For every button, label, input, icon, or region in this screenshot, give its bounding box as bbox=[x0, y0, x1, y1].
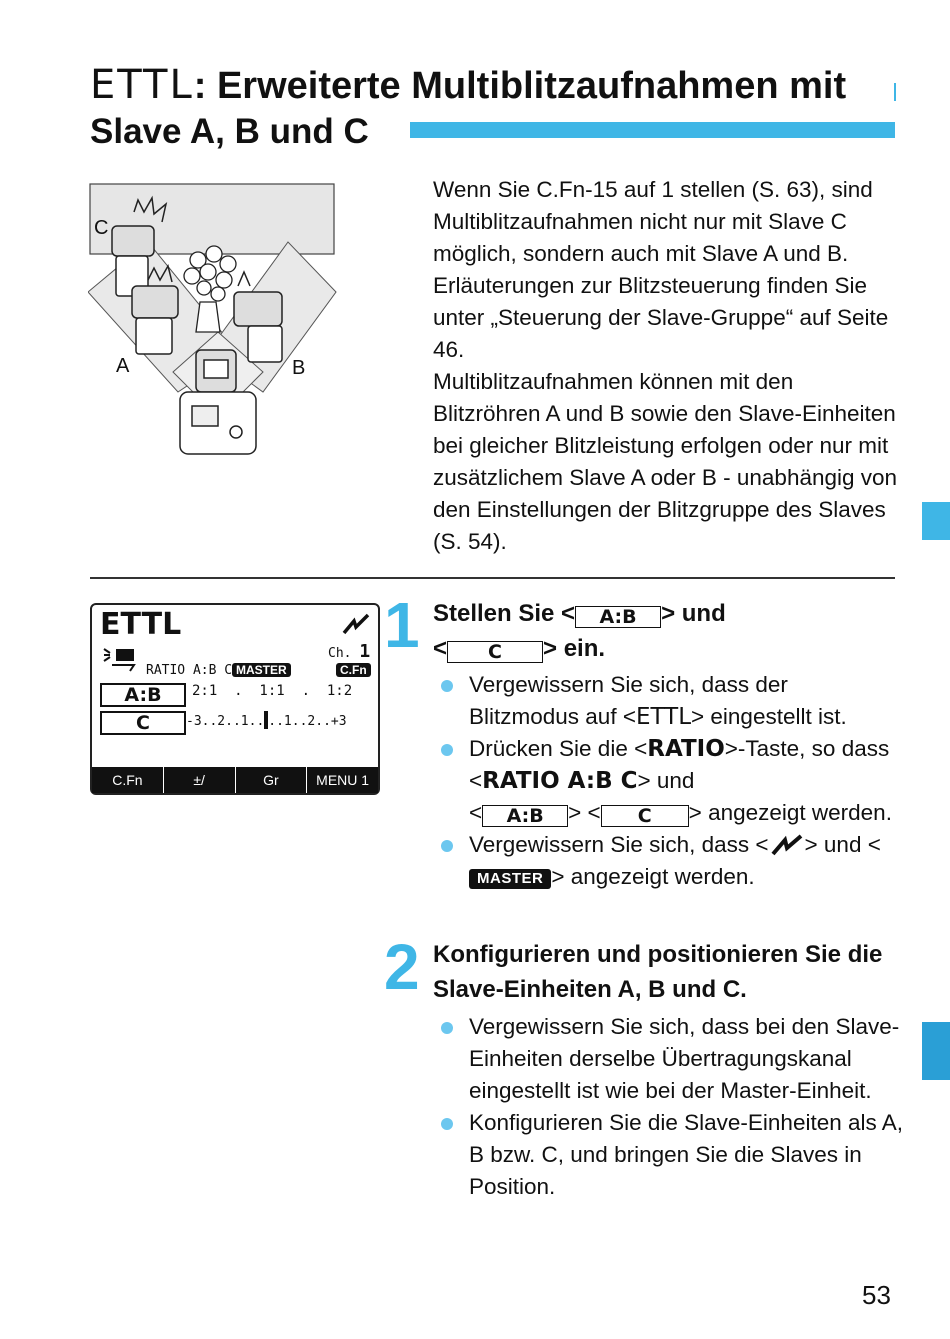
label-c: C bbox=[94, 217, 109, 239]
page-subtitle: Slave A, B und C bbox=[90, 112, 369, 151]
step-1-bullets bbox=[433, 669, 903, 893]
chapter-tab-active bbox=[922, 1022, 950, 1080]
lcd-fec-scale bbox=[186, 711, 347, 729]
intro-text bbox=[433, 174, 903, 558]
step-2-bullet-2: Konfigurieren Sie die Slave-Einheiten als A, B bzw. C, und bringen Sie die Slaves in Position. bbox=[433, 1107, 903, 1203]
lcd-ratio-scale: 2:1 . 1:1 . 1:2 bbox=[192, 683, 353, 699]
step-1-bullet-3: Vergewissern Sie sich, dass < > und <MASTER > angezeigt werden. bbox=[433, 829, 903, 893]
step-1-bullet-2: Drücken Sie die <RATIO>-Taste, so dass <RATIO A:B C> und < A:B > < C > angezeigt werden. bbox=[433, 733, 903, 829]
master-inline-badge: MASTER bbox=[469, 869, 551, 889]
softkey-fec[interactable]: ±/ bbox=[164, 767, 236, 793]
ettl-inline-label: ETTL bbox=[635, 704, 692, 730]
step-1-head-line2-suffix: > ein. bbox=[543, 635, 606, 662]
softkey-menu[interactable]: MENU 1 bbox=[316, 772, 370, 788]
box-c-label: C bbox=[447, 641, 543, 663]
step-1-head-prefix: Stellen Sie < bbox=[433, 600, 576, 627]
lcd-ratio-text: RATIO A:B C bbox=[146, 663, 233, 678]
lcd-panel bbox=[90, 603, 380, 795]
intro-paragraph-1: Wenn Sie C.Fn-15 auf 1 stellen (S. 63), sind Multiblitzaufnahmen nicht nur mit Slave C möglich, sondern auch mit Slave A und B. Erläuterungen zur Blitzsteuerung finden Sie unter „Steuerung der Slave-Gruppe“ auf Seite 46. bbox=[433, 177, 889, 362]
softkey-group[interactable]: Gr bbox=[236, 767, 308, 793]
title-mode-label: ETTL bbox=[90, 62, 194, 108]
lcd-group-c: C bbox=[100, 711, 186, 735]
box-ab-inline: A:B bbox=[482, 805, 568, 827]
label-a: A bbox=[116, 355, 130, 377]
label-b: B bbox=[292, 357, 306, 379]
ratio-key-label: RATIO bbox=[647, 736, 725, 762]
lcd-fec-scale-right: ..1..2..+3 bbox=[268, 714, 347, 729]
title-accent-bar bbox=[410, 122, 895, 138]
chapter-tab bbox=[922, 502, 950, 540]
lcd-channel-label: Ch. bbox=[328, 646, 352, 661]
lcd-cfn-badge: C.Fn bbox=[336, 663, 371, 677]
step-1-head-mid: > und bbox=[661, 600, 726, 627]
lcd-softkey-bar bbox=[92, 767, 378, 793]
wireless-icon bbox=[342, 613, 370, 635]
intro-paragraph-2: Multiblitzaufnahmen können mit den Blitzröhren A und B sowie den Slave-Einheiten bei gleicher Blitzleistung erfolgen oder nur mit zusätzlichem Slave A oder B - unabhängig von den Einstellungen der Blitzgruppe des Slaves (S. 54). bbox=[433, 369, 898, 554]
box-c-inline: C bbox=[601, 805, 689, 827]
step-2-bullets bbox=[433, 1011, 903, 1203]
box-ab-label: A:B bbox=[575, 606, 661, 628]
title-line1-text: : Erweiterte Multiblitzaufnahmen mit bbox=[193, 65, 847, 107]
softkey-cfn[interactable]: C.Fn bbox=[92, 767, 164, 793]
page-title bbox=[90, 62, 846, 108]
step-2-heading: Konfigurieren und positionieren Sie die Slave-Einheiten A, B und C. bbox=[433, 941, 883, 1003]
lcd-fec-scale-left: -3..2..1.. bbox=[186, 714, 265, 729]
multi-flash-illustration bbox=[88, 182, 348, 464]
page-number: 53 bbox=[862, 1280, 891, 1310]
lcd-group-ab: A:B bbox=[100, 683, 186, 707]
step-1-heading bbox=[433, 596, 903, 666]
step-2-bullet-1: Vergewissern Sie sich, dass bei den Slave-Einheiten derselbe Übertragungskanal eingestellt ist wie bei der Master-Einheit. bbox=[433, 1011, 903, 1107]
ratio-display-label: RATIO A:B C bbox=[482, 768, 638, 794]
lcd-mode: ETTL bbox=[100, 607, 182, 642]
step-2-number: 2 bbox=[384, 931, 420, 1003]
wireless-inline-icon bbox=[769, 834, 805, 856]
step-1-head-line2-prefix: < bbox=[433, 635, 448, 662]
step-1-bullet-1: Vergewissern Sie sich, dass der Blitzmodus auf <ETTL> eingestellt ist. bbox=[433, 669, 903, 733]
section-divider bbox=[90, 577, 895, 579]
lcd-master-badge: MASTER bbox=[232, 663, 291, 677]
lcd-channel-value: 1 bbox=[359, 641, 371, 662]
step-1-number: 1 bbox=[384, 589, 420, 661]
title-accent-tick bbox=[894, 83, 896, 101]
flash-group-icon bbox=[102, 645, 144, 673]
